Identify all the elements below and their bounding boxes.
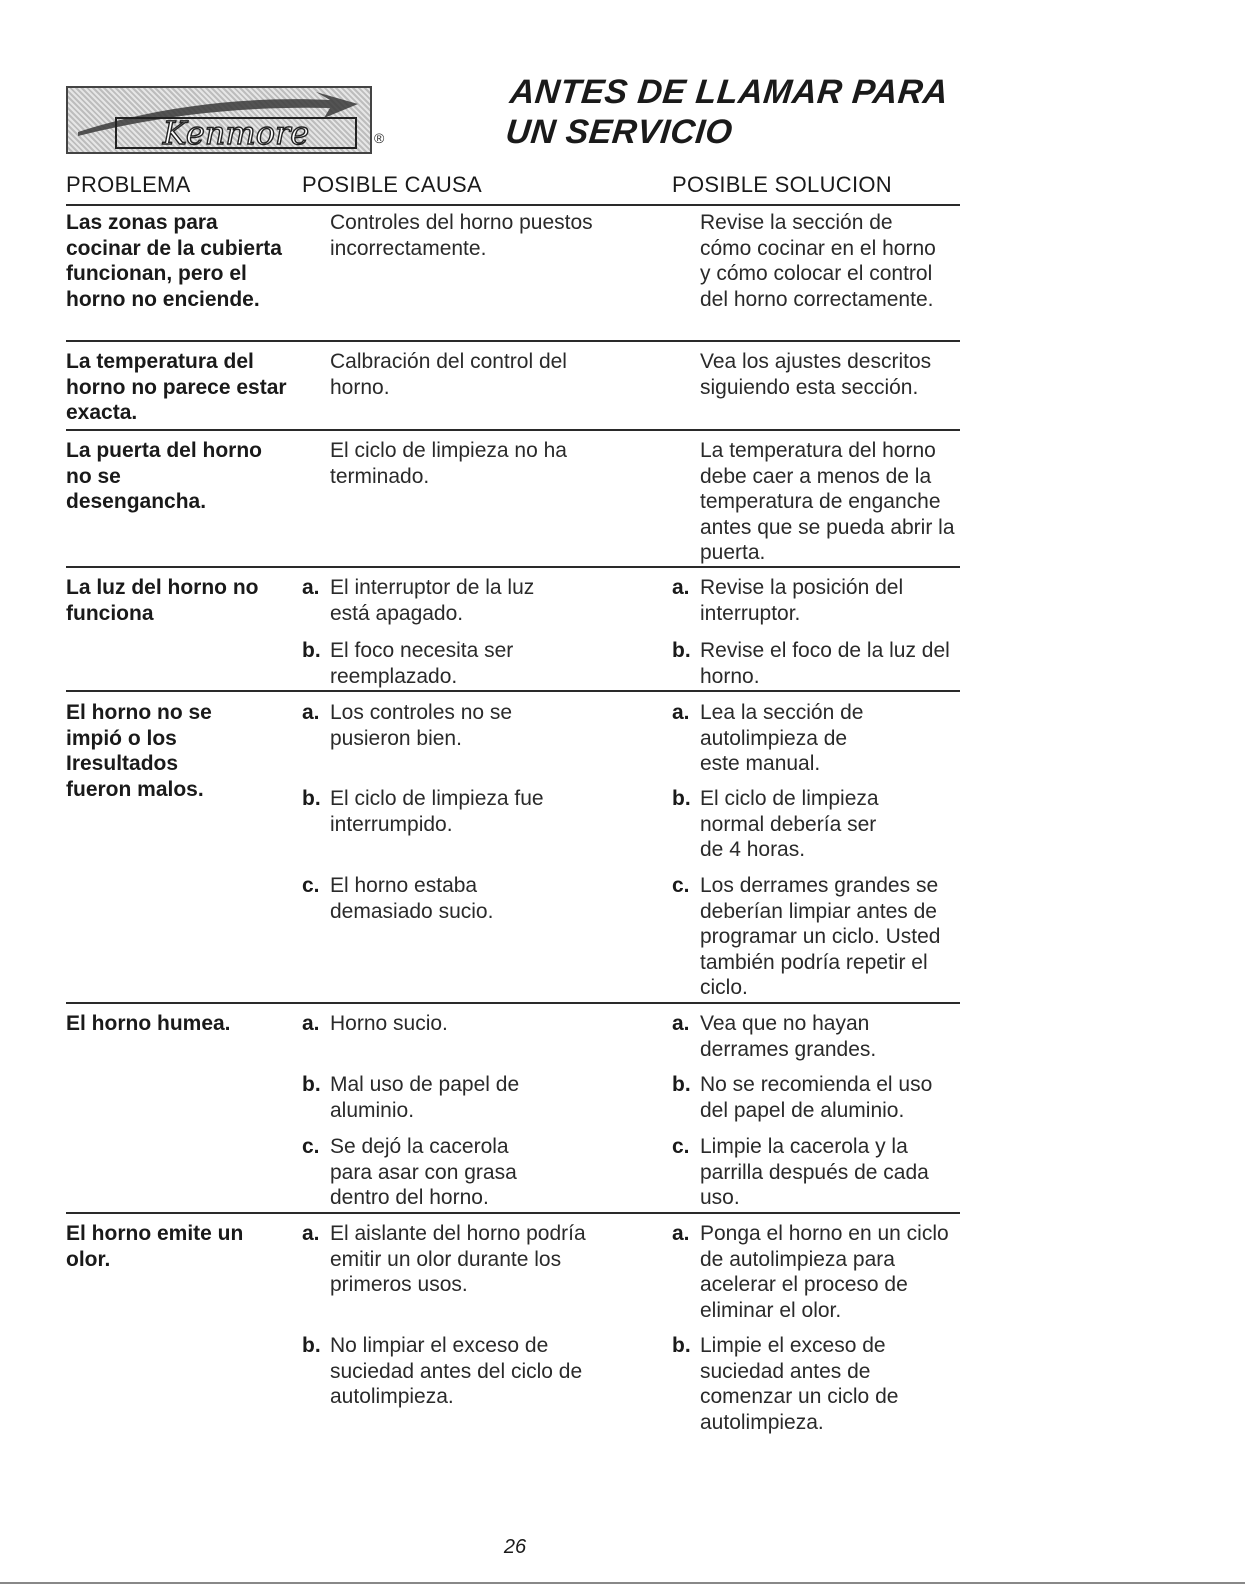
- row-7-problem: El horno emite un olor.: [66, 1222, 244, 1271]
- row-6-problem: El horno humea.: [66, 1012, 231, 1035]
- row-1-solution: Revise la sección de cómo cocinar en el horno y cómo colocar el control del horno correctamente.: [700, 211, 936, 311]
- item-text: Vea que no hayan derrames grandes.: [700, 1012, 877, 1061]
- item-text: El ciclo de limpieza fue interrumpido.: [330, 787, 544, 836]
- item-marker: c.: [672, 874, 690, 897]
- logo-wordmark: Kenmore: [162, 114, 310, 152]
- row-3-problem: La puerta del horno no se desengancha.: [66, 439, 263, 513]
- table-rule: [66, 1212, 960, 1214]
- column-header-solution: POSIBLE SOLUCION: [672, 172, 892, 197]
- row-1-cause: Controles del horno puestos incorrectamente.: [330, 211, 593, 260]
- item-marker: b.: [302, 639, 321, 662]
- registered-mark: ®: [374, 130, 385, 146]
- item-text: El horno estaba demasiado sucio.: [330, 874, 494, 923]
- item-marker: b.: [302, 1334, 321, 1357]
- item-text: Limpie la cacerola y la parrilla después de cada uso.: [700, 1135, 929, 1209]
- item-marker: c.: [302, 874, 320, 897]
- item-marker: c.: [672, 1135, 690, 1158]
- item-marker: a.: [302, 576, 320, 599]
- row-4-problem: La luz del horno no funciona: [66, 576, 259, 625]
- item-marker: a.: [672, 1222, 690, 1245]
- table-rule: [66, 1002, 960, 1004]
- item-text: El interruptor de la luz está apagado.: [330, 576, 535, 625]
- kenmore-logo: [66, 86, 372, 154]
- item-text: Los controles no se pusieron bien.: [330, 701, 513, 750]
- item-marker: a.: [302, 701, 320, 724]
- item-marker: b.: [672, 1334, 691, 1357]
- item-marker: a.: [302, 1012, 320, 1035]
- item-text: Revise la posición del interruptor.: [700, 576, 904, 625]
- item-marker: c.: [302, 1135, 320, 1158]
- kenmore-logo-graphic: [68, 88, 370, 152]
- item-text: El ciclo de limpieza normal debería ser de 4 horas.: [700, 787, 879, 861]
- item-text: El foco necesita ser reemplazado.: [330, 639, 514, 688]
- table-rule: [66, 429, 960, 431]
- table-rule: [66, 204, 960, 206]
- row-5-problem: El horno no se impió o los Iresultados fueron malos.: [66, 701, 212, 801]
- table-rule: [66, 566, 960, 568]
- item-marker: a.: [302, 1222, 320, 1245]
- item-text: Ponga el horno en un ciclo de autolimpieza para acelerar el proceso de eliminar el olor.: [700, 1222, 949, 1322]
- item-text: Limpie el exceso de suciedad antes de comenzar un ciclo de autolimpieza.: [700, 1334, 899, 1434]
- page-title-line2: UN SERVICIO: [503, 113, 735, 151]
- item-text: No limpiar el exceso de suciedad antes del ciclo de autolimpieza.: [330, 1334, 583, 1408]
- item-text: Lea la sección de autolimpieza de este manual.: [700, 701, 864, 775]
- page-number: 26: [503, 1536, 527, 1558]
- item-marker: b.: [302, 1073, 321, 1096]
- row-2-problem: La temperatura del horno no parece estar exacta.: [66, 350, 287, 424]
- item-marker: a.: [672, 576, 690, 599]
- table-rule: [66, 690, 960, 692]
- row-3-cause: El ciclo de limpieza no ha terminado.: [330, 439, 567, 488]
- table-rule: [66, 340, 960, 342]
- item-marker: b.: [672, 787, 691, 810]
- item-marker: b.: [302, 787, 321, 810]
- item-marker: a.: [672, 1012, 690, 1035]
- page-title: [504, 72, 951, 152]
- column-header-cause: POSIBLE CAUSA: [302, 172, 482, 197]
- row-1-problem: Las zonas para cocinar de la cubierta funcionan, pero el horno no enciende.: [66, 211, 282, 311]
- item-text: El aislante del horno podría emitir un olor durante los primeros usos.: [330, 1222, 586, 1296]
- item-text: Se dejó la cacerola para asar con grasa dentro del horno.: [330, 1135, 517, 1209]
- row-3-solution: La temperatura del horno debe caer a menos de la temperatura de enganche antes que se pueda abrir la puerta.: [700, 439, 955, 564]
- item-marker: b.: [672, 1073, 691, 1096]
- item-text: Revise el foco de la luz del horno.: [700, 639, 950, 688]
- item-text: Mal uso de papel de aluminio.: [330, 1073, 520, 1122]
- page-header: [0, 0, 1245, 175]
- item-text: No se recomienda el uso del papel de aluminio.: [700, 1073, 933, 1122]
- item-text: Horno sucio.: [330, 1012, 448, 1035]
- page-bottom-edge: [0, 1582, 1245, 1584]
- item-text: Los derrames grandes se deberían limpiar antes de programar un ciclo. Usted también podría repetir el ciclo.: [700, 874, 941, 999]
- item-marker: b.: [672, 639, 691, 662]
- column-header-problem: PROBLEMA: [66, 172, 191, 197]
- column-headers: [66, 172, 960, 202]
- row-2-solution: Vea los ajustes descritos siguiendo esta sección.: [700, 350, 932, 399]
- row-2-cause: Calbración del control del horno.: [330, 350, 567, 399]
- item-marker: a.: [672, 701, 690, 724]
- page-title-line1: ANTES DE LLAMAR PARA: [508, 73, 951, 111]
